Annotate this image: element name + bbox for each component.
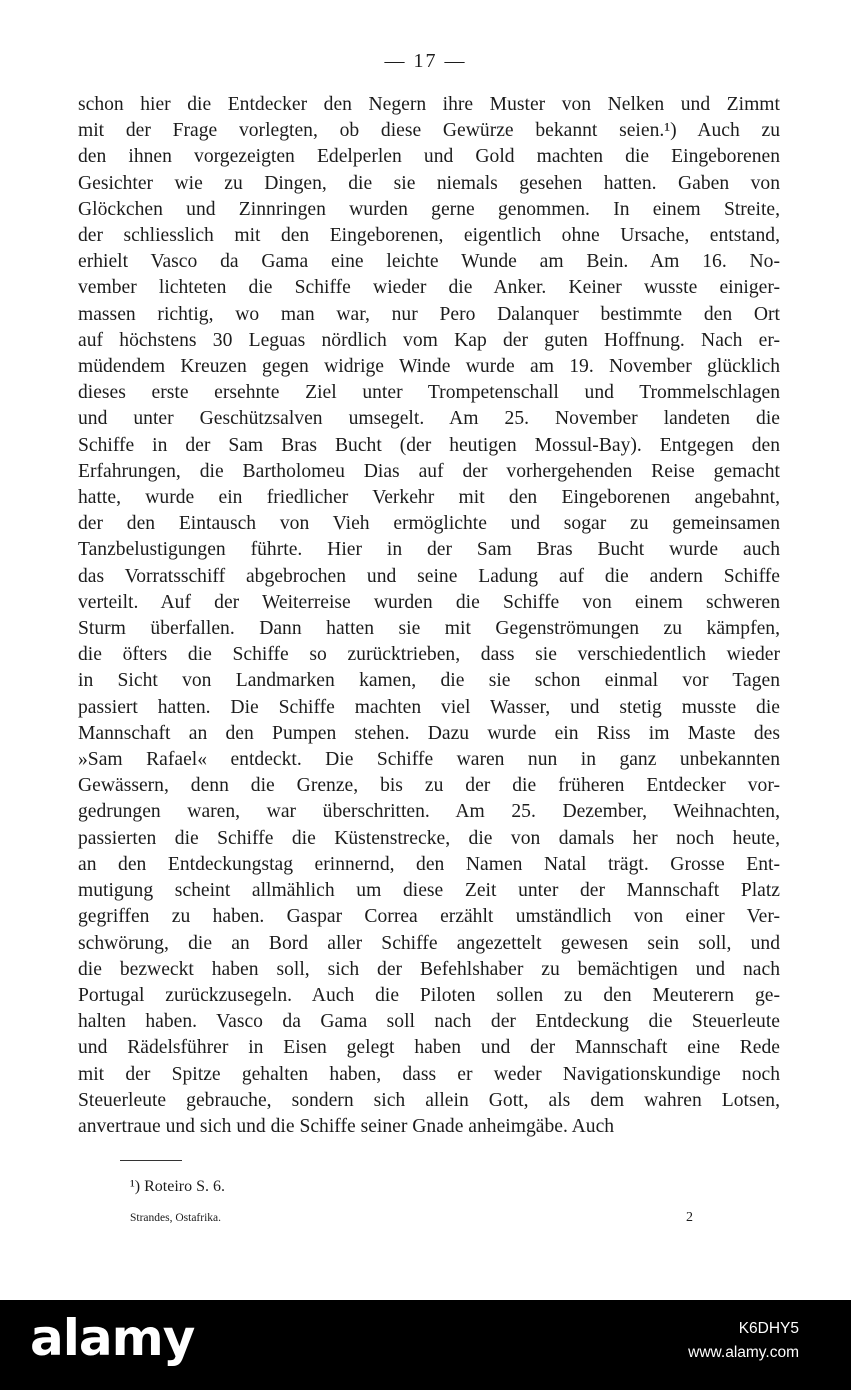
printer-signature: Strandes, Ostafrika. [130, 1212, 222, 1224]
text-line: Schiffe in der Sam Bras Bucht (der heutigen Mossul-Bay). Entgegen den [78, 434, 780, 456]
text-line: verteilt. Auf der Weiterreise wurden die Schiffe von einem schweren [78, 591, 780, 613]
text-line: und unter Geschützsalven umsegelt. Am 25. November landeten die [78, 408, 780, 430]
text-line: auf höchstens 30 Leguas nördlich vom Kap der guten Hoffnung. Nach er- [78, 329, 780, 351]
text-line: halten haben. Vasco da Gama soll nach der Entdeckung die Steuerleute [78, 1011, 780, 1033]
text-line: dieses erste ersehnte Ziel unter Trompetenschall und Trommelschlagen [78, 382, 780, 404]
text-line: gedrungen waren, war überschritten. Am 25. Dezember, Weihnachten, [78, 801, 780, 823]
text-line: massen richtig, wo man war, nur Pero Dalanquer bestimmte den Ort [78, 303, 780, 325]
text-line: Mannschaft an den Pumpen stehen. Dazu wurde ein Riss im Maste des [78, 722, 780, 744]
text-line: Glöckchen und Zinnringen wurden gerne genommen. In einem Streite, [78, 198, 780, 220]
text-line: mutigung scheint allmählich um diese Zeit unter der Mannschaft Platz [78, 880, 780, 902]
text-line: schwörung, die an Bord aller Schiffe angezettelt gewesen sein soll, und [78, 932, 780, 954]
text-line: mit der Frage vorlegten, ob diese Gewürze bekannt seien.¹) Auch zu [78, 120, 780, 142]
text-line: in Sicht von Landmarken kamen, die sie schon einmal vor Tagen [78, 670, 780, 692]
text-line: gegriffen zu haben. Gaspar Correa erzählt umständlich von einer Ver- [78, 906, 780, 928]
watermark-banner [0, 1300, 851, 1390]
text-line: der den Eintausch von Vieh ermöglichte und sogar zu gemeinsamen [78, 513, 780, 535]
body-text [78, 92, 780, 1140]
text-line: die bezweckt haben soll, sich der Befehlshaber zu bemächtigen und nach [78, 958, 780, 980]
text-line: das Vorratsschiff abgebrochen und seine Ladung auf die andern Schiffe [78, 565, 780, 587]
text-line: den ihnen vorgezeigten Edelperlen und Gold machten die Eingeborenen [78, 146, 780, 168]
text-line: schon hier die Entdecker den Negern ihre Muster von Nelken und Zimmt [78, 94, 780, 115]
alamy-logo: alamy [30, 1309, 195, 1367]
text-line: anvertraue und sich und die Schiffe seiner Gnade anheimgäbe. Auch [78, 1115, 615, 1137]
text-line: Gewässern, denn die Grenze, bis zu der die früheren Entdecker vor- [78, 775, 780, 797]
page-number: — 17 — [384, 50, 467, 72]
text-line: Portugal zurückzusegeln. Auch die Piloten sollen zu den Meuterern ge- [78, 984, 780, 1006]
text-line: Sturm überfallen. Dann hatten sie mit Gegenströmungen zu kämpfen, [78, 618, 780, 640]
text-line: an den Entdeckungstag erinnernd, den Namen Natal trägt. Grosse Ent- [78, 853, 780, 875]
footnote: ¹) Roteiro S. 6. [130, 1178, 226, 1195]
text-line: »Sam Rafael« entdeckt. Die Schiffe waren nun in ganz unbekannten [78, 749, 780, 771]
text-line: erhielt Vasco da Gama eine leichte Wunde am Bein. Am 16. No- [78, 251, 780, 273]
signature-mark: 2 [686, 1210, 693, 1225]
text-line: müdendem Kreuzen gegen widrige Winde wurde am 19. November glücklich [78, 356, 780, 378]
text-line: Gesichter wie zu Dingen, die sie niemals gesehen hatten. Gaben von [78, 172, 780, 194]
text-line: die öfters die Schiffe so zurücktrieben, dass sie verschiedentlich wieder [78, 644, 780, 666]
watermark-url: www.alamy.com [688, 1344, 799, 1361]
text-line: Steuerleute gebrauche, sondern sich allein Gott, als dem wahren Lotsen, [78, 1089, 780, 1111]
text-line: hatte, wurde ein friedlicher Verkehr mit den Eingeborenen angebahnt, [78, 487, 780, 509]
text-line: der schliesslich mit den Eingeborenen, eigentlich ohne Ursache, entstand, [78, 225, 780, 247]
text-line: und Rädelsführer in Eisen gelegt haben und der Mannschaft eine Rede [78, 1037, 780, 1059]
text-line: passiert hatten. Die Schiffe machten viel Wasser, und stetig musste die [78, 696, 780, 718]
image-id: K6DHY5 [738, 1320, 799, 1337]
text-line: passierten die Schiffe die Küstenstrecke, die von damals her noch heute, [78, 827, 780, 849]
text-line: mit der Spitze gehalten haben, dass er weder Navigationskundige noch [78, 1063, 780, 1085]
text-line: vember lichteten die Schiffe wieder die Anker. Keiner wusste einiger- [78, 277, 780, 299]
text-line: Erfahrungen, die Bartholomeu Dias auf der vorhergehenden Reise gemacht [78, 460, 780, 482]
footnote-divider [120, 1160, 182, 1161]
text-line: Tanzbelustigungen führte. Hier in der Sam Bras Bucht wurde auch [78, 539, 780, 561]
